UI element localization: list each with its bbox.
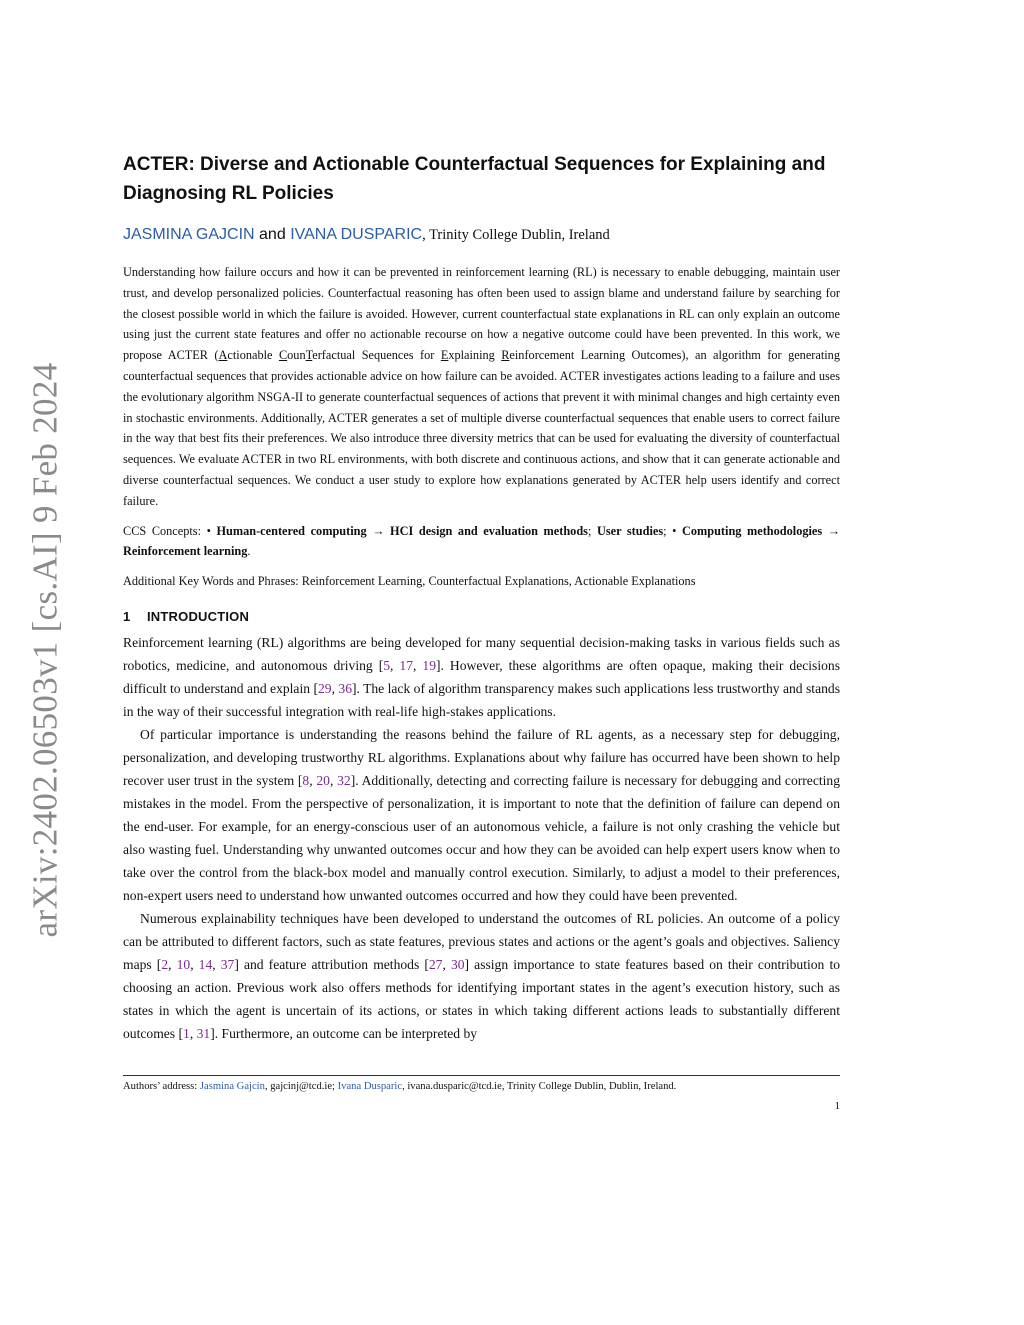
author-link-dusparic[interactable]: IVANA DUSPARIC (290, 226, 423, 243)
citation-link[interactable]: 8 (302, 773, 310, 789)
main-content (123, 150, 840, 1045)
footnote-divider (123, 1075, 840, 1076)
intro-paragraph-3: Numerous explainability techniques have been developed to understand the outcomes of RL policies. An outcome of a policy can be attributed to different factors, such as state features, previous states and actions or the agent’s goals and objectives. Saliency maps [2, 10, 14, 37] and feature attribution methods [27, 30] assign importance to state features based on their contribution to choosing an action. Previous work also offers methods for identifying important states in the agent’s execution history, such as states in which the agent is uncertain of its actions, or states in which taking different actions leads to substantially different outcomes [1, 31]. Furthermore, an outcome can be interpreted by (123, 911, 841, 1042)
section-heading-introduction (123, 609, 840, 624)
paper-title: ACTER: Diverse and Actionable Counterfactual Sequences for Explaining and Diagnosing RL Policies (123, 154, 826, 204)
keywords: Additional Key Words and Phrases: Reinforcement Learning, Counterfactual Explanations, Actionable Explanations (123, 574, 696, 589)
arxiv-identifier[interactable]: arXiv:2402.06503v1 [cs.AI] 9 Feb 2024 (25, 362, 65, 938)
affiliation: , Trinity College Dublin, Ireland (422, 227, 610, 243)
citation-link[interactable]: 32 (337, 773, 351, 789)
citation-link[interactable]: 1 (183, 1026, 190, 1042)
authors-address-footnote: Authors’ address: Jasmina Gajcin, gajcinj@tcd.ie; Ivana Dusparic, ivana.dusparic@tcd.ie, Trinity College Dublin, Dublin, Ireland. (123, 1081, 677, 1092)
citation-link[interactable]: 31 (196, 1026, 211, 1042)
footnote-author-link-dusparic[interactable]: Ivana Dusparic (337, 1081, 403, 1092)
abstract: Understanding how failure occurs and how it can be prevented in reinforcement learning (RL) is necessary to enable debugging, maintain user trust, and develop personalized policies. Counterfactual reasoning has often been used to assign blame and understand failure by searching for the closest possible world in which the failure is avoided. However, current counterfactual state explanations in RL can only explain an outcome using just the current state features and offer no actionable recourse on how a negative outcome could have been prevented. In this work, we propose ACTER (Actionable CounTerfactual Sequences for Explaining Reinforcement Learning Outcomes), an algorithm for generating counterfactual sequences that provides actionable advice on how failure can be avoided. ACTER investigates actions leading to a failure and uses the evolutionary algorithm NSGA-II to generate counterfactual sequences of actions that prevent it with minimal changes and high certainty even in stochastic environments. Additionally, ACTER generates a set of multiple diverse counterfactual sequences that enable users to correct failure in the way that best fits their preferences. We also introduce three diversity metrics that can be used for evaluating the diversity of counterfactual sequences. We evaluate ACTER in two RL environments, with both discrete and continuous actions, and show that it can generate actionable and diverse counterfactual sequences. We conduct a user study to explore how explanations generated by ACTER help users identify and correct failure. (123, 265, 840, 508)
intro-paragraph-1: Reinforcement learning (RL) algorithms are being developed for many sequential decision-making tasks in various fields such as robotics, medicine, and autonomous driving [5, 17, 19]. However, these algorithms are often opaque, making their decisions difficult to understand and explain [29, 36]. The lack of algorithm transparency makes such applications less trustworthy and stands in the way of their successful integration with real-life high-stakes applications. (123, 635, 841, 720)
citation-link[interactable]: 10 (176, 957, 191, 973)
author-line (123, 226, 840, 244)
citation-link[interactable]: 36 (338, 681, 352, 697)
section-title: INTRODUCTION (147, 609, 250, 625)
ccs-concepts: CCS Concepts: • Human-centered computing → HCI design and evaluation methods; User studies; • Computing methodologies → Reinforcement learning. (123, 523, 841, 559)
citation-link[interactable]: 14 (198, 957, 213, 973)
section-number: 1 (123, 609, 131, 625)
page-number: 1 (834, 1100, 840, 1112)
author-conjunction: and (259, 226, 286, 243)
citation-link[interactable]: 20 (316, 773, 330, 789)
citation-link[interactable]: 19 (422, 658, 436, 674)
arxiv-stamp (14, 362, 76, 938)
author-link-gajcin[interactable]: JASMINA GAJCIN (123, 226, 255, 243)
intro-paragraph-2: Of particular importance is understanding the reasons behind the failure of RL agents, as a necessary step for debugging, personalization, and developing trustworthy RL algorithms. Explanations about why failure has occurred have been shown to help recover user trust in the system [8, 20, 32]. Additionally, detecting and correcting failure is necessary for debugging and correcting mistakes in the model. From the perspective of personalization, it is important to note that the definition of failure can depend on the end-user. For example, for an energy-conscious user of an autonomous vehicle, a failure is not only crashing the vehicle but also wasting fuel. Understanding why unwanted outcomes occur and how they can be avoided can help expert users know when to take over the control from the black-box model and manually control execution. Similarly, to adjust a model to their preferences, non-expert users need to understand how unwanted outcomes occurred and how they could have been prevented. (123, 727, 841, 904)
footnote-author-link-gajcin[interactable]: Jasmina Gajcin (199, 1081, 265, 1092)
citation-link[interactable]: 27 (428, 957, 443, 973)
citation-link[interactable]: 37 (220, 957, 235, 973)
citation-link[interactable]: 29 (317, 681, 332, 697)
citation-link[interactable]: 5 (383, 658, 391, 674)
citation-link[interactable]: 30 (450, 957, 465, 973)
citation-link[interactable]: 2 (161, 957, 169, 973)
citation-link[interactable]: 17 (399, 658, 414, 674)
